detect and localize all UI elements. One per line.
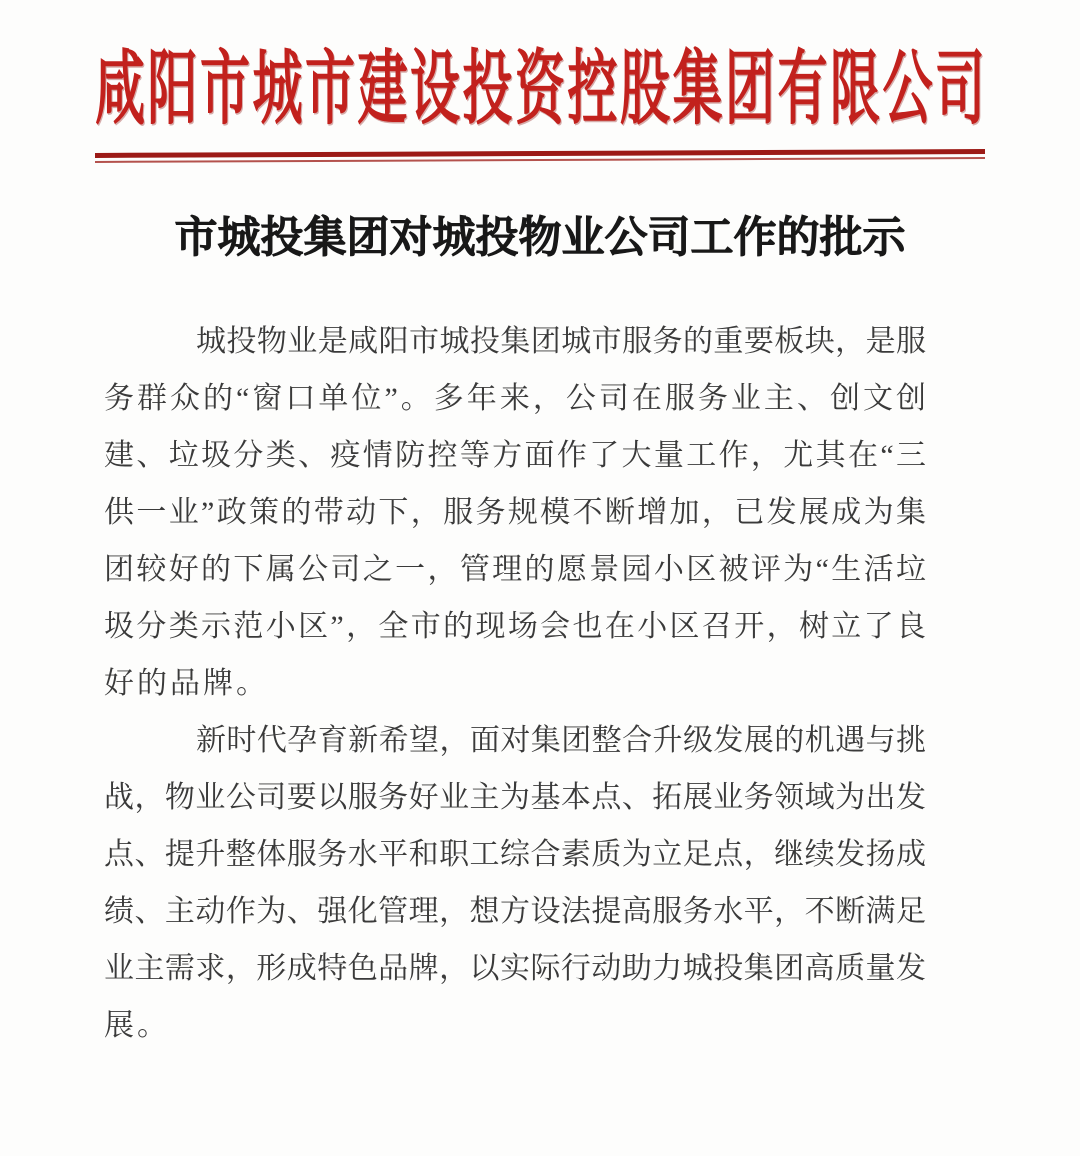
body-line: 绩、主动作为、强化管理，想方设法提高服务水平，不断满足 [104,895,926,928]
body-line: 供一业”政策的带动下，服务规模不断增加，已发展成为集 [104,496,926,529]
body-line: 点、提升整体服务水平和职工综合素质为立足点，继续发扬成 [104,838,926,871]
document-title: 市城投集团对城投物业公司工作的批示 [174,214,906,262]
body-line: 业主需求，形成特色品牌，以实际行动助力城投集团高质量发 [104,952,926,985]
divider-thick-line [95,149,985,158]
body-line: 圾分类示范小区”，全市的现场会也在小区召开，树立了良 [104,610,926,643]
letterhead [0,43,1080,161]
divider-thin-line [95,157,985,163]
body-line: 城投物业是咸阳市城投集团城市服务的重要板块，是服 [196,325,926,358]
body-line: 战，物业公司要以服务好业主为基本点、拓展业务领域为出发 [104,781,926,814]
letterhead-divider [95,151,985,161]
company-name: 咸阳市城市建设投资控股集团有限公司 [95,43,985,135]
body-line: 新时代孕育新希望，面对集团整合升级发展的机遇与挑 [196,724,926,757]
body-line: 务群众的“窗口单位”。多年来，公司在服务业主、创文创 [104,382,926,415]
body-line: 团较好的下属公司之一，管理的愿景园小区被评为“生活垃 [104,553,926,586]
body-line: 展。 [104,1009,170,1042]
body-line: 建、垃圾分类、疫情防控等方面作了大量工作，尤其在“三 [104,439,926,472]
body-line: 好的品牌。 [104,667,269,700]
document-body [104,313,926,1054]
